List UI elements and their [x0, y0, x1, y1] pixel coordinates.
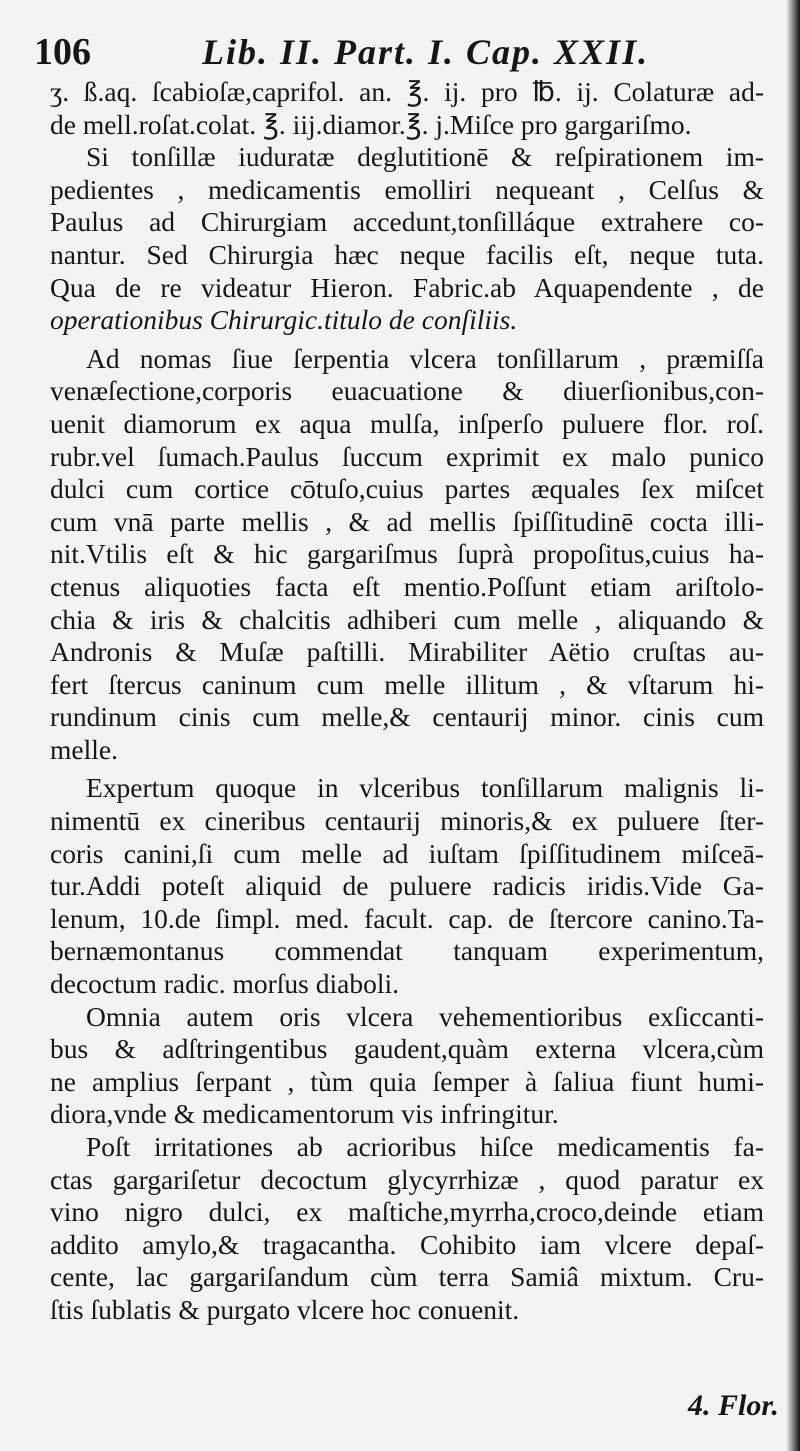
text-line: Qua de re videatur Hieron. Fabric.ab Aquapendente , de: [50, 271, 764, 303]
text-line: Ad nomas ſiue ſerpentia vlcera tonſillarum , præmiſſa: [86, 342, 764, 374]
text-line: ſtis ſublatis & purgato vlcere hoc conuenit.: [50, 1293, 520, 1325]
text-line: Andronis & Muſæ paſtilli. Mirabiliter Aëtio cruſtas au-: [50, 636, 764, 668]
text-line: fert ſtercus caninum cum melle illitum , & vſtarum hi-: [50, 668, 764, 700]
text-line: melle.: [50, 733, 118, 765]
text-line: ne amplius ſerpant , tùm quia ſemper à ſaliua fiunt humi-: [50, 1065, 764, 1097]
page-number: 106: [34, 31, 91, 73]
text-line: ʒ. ß.aq. ſcabioſæ,caprifol. an. ℥. ij. pro ℔. ij. Colaturæ ad-: [50, 76, 764, 107]
text-line: uenit diamorum ex aqua mulſa, inſperſo puluere flor. roſ.: [50, 407, 764, 439]
text-line: cente, lac gargariſandum cùm terra Samiâ mixtum. Cru-: [50, 1261, 764, 1293]
catchword: 4. Flor.: [688, 1389, 779, 1422]
text-line: nantur. Sed Chirurgia hæc neque facilis eſt, neque tuta.: [50, 238, 764, 270]
text-line: bernæmontanus commendat tanquam experimentum,: [50, 935, 764, 967]
text-line: nimentū ex cineribus centaurij minoris,& ex puluere ſter-: [50, 805, 764, 837]
text-line: rundinum cinis cum melle,& centaurij minor. cinis cum: [50, 701, 764, 733]
text-line: coris canini,ſi cum melle ad iuſtam ſpiſſitudinem miſceā-: [50, 837, 764, 869]
text-line: dulci cum cortice cōtuſo,cuius partes æquales ſex miſcet: [50, 473, 764, 505]
text-line: rubr.vel ſumach.Paulus ſuccum exprimit ex malo punico: [50, 440, 764, 472]
text-line: addito amylo,& tragacantha. Cohibito iam vlcere depaſ-: [50, 1228, 764, 1260]
text-line: tur.Addi poteſt aliquid de puluere radicis iridis.Vide Ga-: [50, 870, 764, 902]
text-line: cum vnā parte mellis , & ad mellis ſpiſſitudinē cocta illi-: [50, 505, 764, 537]
text-line: Omnia autem oris vlcera vehementioribus exſiccanti-: [86, 1000, 764, 1032]
text-line: venæſectione,corporis euacuatione & diuerſionibus,con-: [50, 375, 764, 407]
text-line: lenum, 10.de ſimpl. med. facult. cap. de ſtercore canino.Ta-: [50, 902, 764, 934]
text-line: decoctum radic. morſus diaboli.: [50, 968, 400, 1000]
page-header: [34, 30, 764, 74]
text-line: Expertum quoque in vlceribus tonſillarum malignis li-: [86, 772, 764, 804]
text-line: pedientes , medicamentis emolliri nequeant , Celſus &: [50, 173, 764, 205]
running-head: Lib. II. Part. I. Cap. XXII.: [202, 32, 650, 72]
text-line: Paulus ad Chirurgiam accedunt,tonſilláque extrahere co-: [50, 206, 764, 238]
text-line: ctenus aliquoties facta eſt mentio.Poſſunt etiam ariſtolo-: [50, 570, 764, 602]
text-line: ctas gargariſetur decoctum glycyrrhizæ , quod paratur ex: [50, 1163, 764, 1195]
text-line: Poſt irritationes ab acrioribus hiſce medicamentis fa-: [86, 1131, 764, 1162]
text-line: chia & iris & chalcitis adhiberi cum melle , aliquando &: [50, 603, 764, 635]
text-line: diora,vnde & medicamentorum vis infringitur.: [50, 1098, 559, 1130]
text-line: de mell.roſat.colat. ℥. iij.diamor.℥. j.Miſce pro gargariſmo.: [50, 108, 692, 140]
text-line: vino nigro dulci, ex maſtiche,myrrha,croco,deinde etiam: [50, 1196, 764, 1228]
text-line: operationibus Chirurgic.titulo de conſiliis.: [50, 304, 518, 336]
text-line: bus & adſtringentibus gaudent,quàm externa vlcera,cùm: [50, 1033, 764, 1065]
page-body: [50, 76, 764, 1327]
text-line: Si tonſillæ iuduratæ deglutitionē & reſpirationem im-: [86, 141, 764, 173]
page-edge-shadow: [786, 0, 800, 1451]
text-line: nit.Vtilis eſt & hic gargariſmus ſuprà propoſitus,cuius ha-: [50, 538, 764, 570]
